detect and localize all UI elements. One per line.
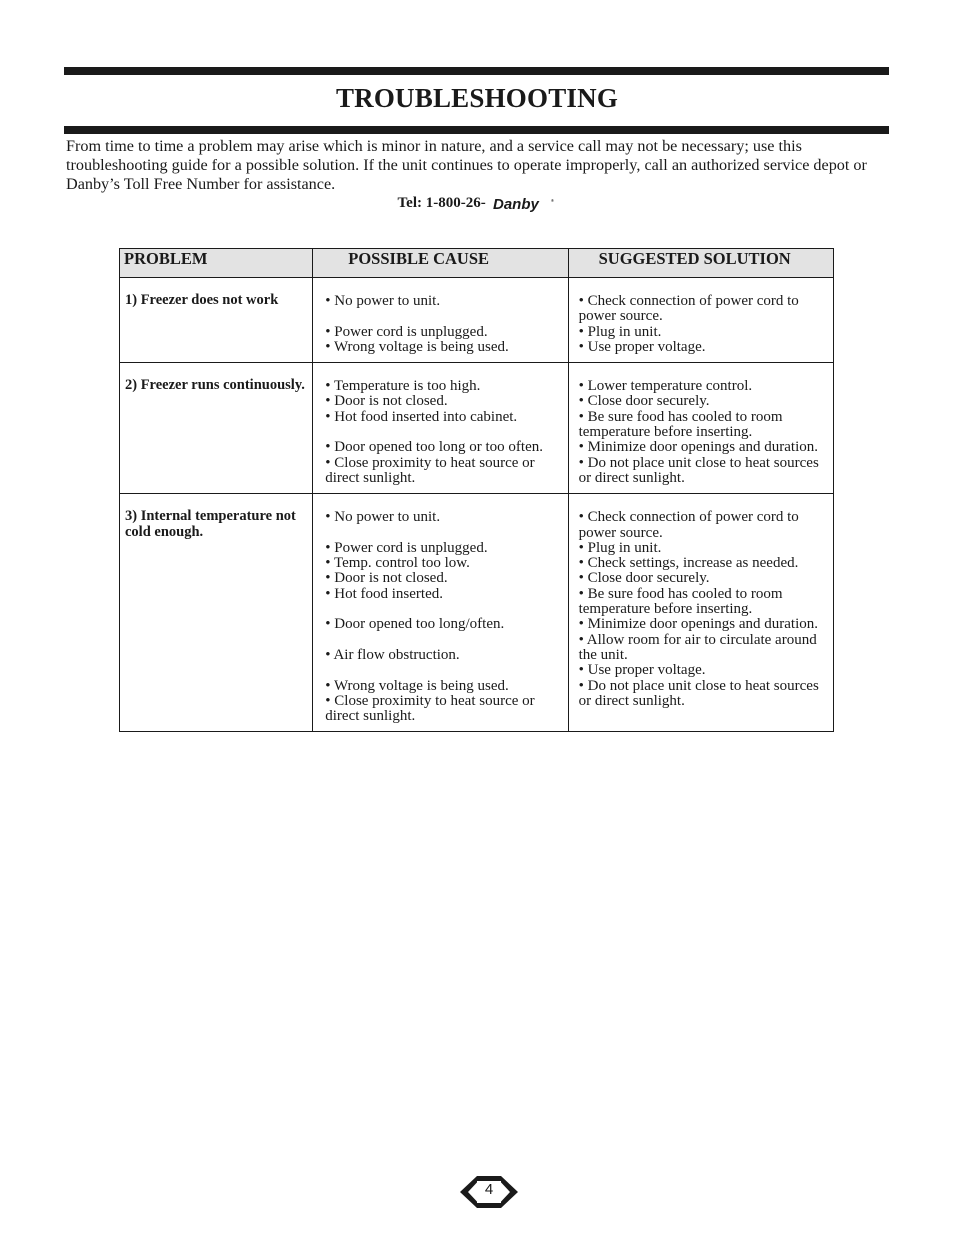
table-header-row [120, 249, 834, 278]
cause-item: • Power cord is unplugged. [325, 539, 488, 556]
troubleshooting-table [119, 248, 834, 732]
cause-item: • Temperature is too high. [325, 378, 481, 395]
solution-item: • Close door securely. [578, 393, 710, 410]
table-body [120, 278, 834, 732]
spacer [325, 526, 565, 541]
solution-item: • Minimize door openings and duration. [578, 616, 818, 633]
solution-item: • Check connection of power cord to power source. [578, 509, 799, 541]
intro-paragraph: From time to time a problem may arise which is minor in nature, and a service call may not be necessary; use this troubleshooting guide for a possible solution. If the unit continues to operate improperly, call an authorized service depot or Danby’s Toll Free Number for assistance. [66, 137, 867, 193]
solution-cell [568, 494, 833, 732]
cause-item: • Wrong voltage is being used. [325, 677, 509, 694]
solution-cell [568, 278, 833, 363]
table-row [120, 363, 834, 494]
spacer [325, 425, 565, 440]
solution-item: • Plug in unit. [578, 323, 662, 340]
cause-cell [313, 278, 568, 363]
cause-item: • Door opened too long or too often. [325, 439, 543, 456]
cause-item: • Door is not closed. [325, 393, 448, 410]
cause-item: • No power to unit. [325, 509, 441, 526]
header-possible-cause: POSSIBLE CAUSE [313, 249, 568, 278]
solution-cell [568, 363, 833, 494]
table-row [120, 278, 834, 363]
svg-text:®: ® [551, 197, 555, 203]
spacer [325, 663, 565, 678]
telephone-line [0, 193, 954, 213]
spacer [325, 309, 565, 324]
solution-item: • Use proper voltage. [578, 338, 706, 355]
solution-item: • Allow room for air to circulate around the unit. [578, 631, 817, 663]
tel-label: Tel: 1-800-26- [397, 195, 486, 211]
solution-item: • Check connection of power cord to power source. [578, 293, 799, 325]
solution-item: • Plug in unit. [578, 539, 662, 556]
cause-item: • Temp. control too low. [325, 555, 470, 572]
danby-logo [492, 196, 556, 212]
solution-item: • Be sure food has cooled to room temperature before inserting. [578, 585, 783, 618]
cause-item: • Hot food inserted into cabinet. [325, 408, 518, 425]
page-number: 4 [484, 1181, 494, 1198]
problem-cell: 2) Freezer runs continuously. [120, 363, 313, 494]
cause-item: • Power cord is unplugged. [325, 323, 488, 340]
page-title: TROUBLESHOOTING [335, 83, 619, 113]
cause-item: • Air flow obstruction. [325, 646, 460, 663]
solution-item: • Do not place unit close to heat sources or direct sunlight. [578, 454, 819, 486]
header-problem: PROBLEM [120, 249, 313, 278]
solution-item: • Do not place unit close to heat sources or direct sunlight. [578, 677, 819, 709]
title-rule [64, 126, 889, 134]
solution-item: • Be sure food has cooled to room temperature before inserting. [578, 408, 783, 441]
cause-item: • No power to unit. [325, 293, 441, 309]
solution-item: • Close door securely. [578, 570, 710, 587]
danby-logo-text: Danby [493, 195, 540, 212]
cause-item: • Hot food inserted. [325, 585, 443, 602]
solution-item: • Minimize door openings and duration. [578, 439, 818, 456]
header-suggested-solution: SUGGESTED SOLUTION [568, 249, 833, 278]
cause-item: • Door is not closed. [325, 570, 448, 587]
problem-cell: 3) Internal temperature not cold enough. [120, 494, 313, 732]
solution-item: • Check settings, increase as needed. [578, 555, 799, 572]
solution-item: • Lower temperature control. [578, 378, 753, 395]
cause-cell [313, 363, 568, 494]
spacer [325, 602, 565, 617]
page-number-badge [459, 1174, 519, 1210]
problem-cell: 1) Freezer does not work [120, 278, 313, 363]
spacer [325, 633, 565, 648]
cause-item: • Close proximity to heat source or direct sunlight. [325, 454, 535, 486]
top-rule [64, 67, 889, 75]
solution-item: • Use proper voltage. [578, 662, 706, 679]
table-row [120, 494, 834, 732]
cause-item: • Wrong voltage is being used. [325, 338, 509, 355]
cause-cell [313, 494, 568, 732]
cause-item: • Door opened too long/often. [325, 616, 505, 633]
cause-item: • Close proximity to heat source or direct sunlight. [325, 692, 535, 725]
